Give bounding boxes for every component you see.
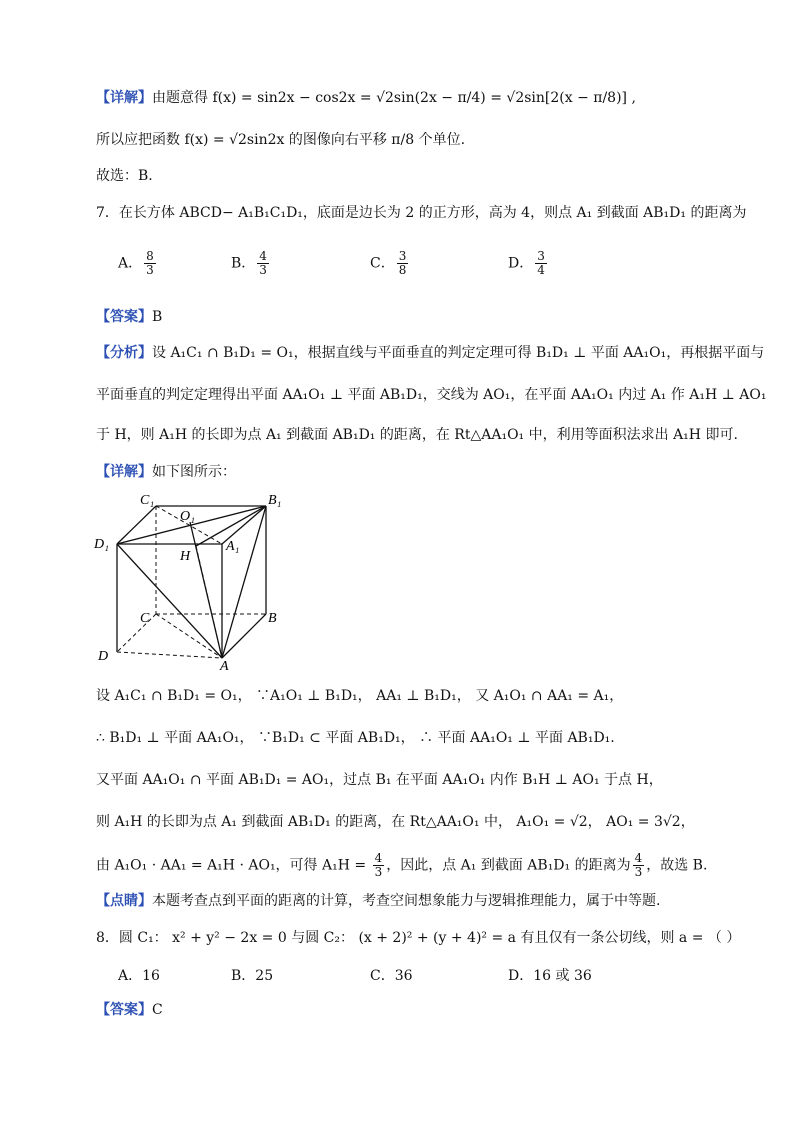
answer-7	[96, 307, 162, 327]
answer-7-text: B	[152, 309, 163, 325]
q8-option-b: B．25	[231, 968, 274, 984]
analysis-line-3	[96, 425, 738, 445]
label-h: H	[180, 549, 191, 564]
remark-tag: 【点睛】	[96, 893, 152, 909]
distance-numerator: 4	[634, 851, 643, 865]
solution-line-2	[96, 728, 615, 748]
choose-b-line	[96, 166, 153, 186]
solution-text-5c: ，故选 B.	[646, 857, 708, 874]
q8-option-c: C．36	[370, 968, 413, 984]
a1h-numerator: 4	[374, 851, 383, 865]
solution-line-4	[96, 812, 695, 832]
solution-text-1: 设 A₁C₁ ∩ B₁D₁ = O₁， ∵A₁O₁ ⊥ B₁D₁， AA₁ ⊥ B₁D₁， 又 A₁O₁ ∩ AA₁ = A₁，	[96, 688, 624, 704]
solution-line-1	[96, 686, 623, 706]
label-c: C	[140, 611, 150, 626]
edge-d1-a	[117, 544, 222, 658]
detail-figure-text: 如下图所示：	[152, 464, 236, 480]
option-c-numerator: 3	[398, 249, 407, 263]
option-a-numerator: 8	[146, 249, 154, 263]
label-d1: D₁	[94, 537, 109, 552]
detail-text: 由题意得 f(x) = sin2x − cos2x = √2sin(2x − π/4) = √2sin[2(x − π/8)] ,	[152, 90, 636, 106]
answer-7-tag: 【答案】	[96, 309, 152, 325]
label-c1: C₁	[140, 493, 155, 508]
label-b: B	[268, 611, 277, 626]
label-o1: O₁	[180, 509, 195, 524]
option-b-label: B．	[231, 255, 256, 272]
analysis-text-3: 于 H，则 A₁H 的长即为点 A₁ 到截面 AB₁D₁ 的距离，在 Rt△AA₁O₁ 中，利用等面积法求出 A₁H 即可.	[96, 427, 738, 443]
label-d: D	[98, 649, 109, 664]
edge-c1-d1	[117, 506, 156, 544]
answer-8-tag: 【答案】	[96, 1002, 152, 1018]
option-a-denominator: 3	[146, 263, 154, 277]
option-c-denominator: 8	[398, 263, 407, 277]
option-b	[231, 250, 271, 277]
q8-option-a: A．16	[118, 968, 160, 984]
option-b-denominator: 3	[259, 263, 267, 277]
detail-line-2	[96, 130, 465, 150]
analysis-text-2: 平面垂直的判定定理得出平面 AA₁O₁ ⊥ 平面 AB₁D₁，交线为 AO₁，在平面 AA₁O₁ 内过 A₁ 作 A₁H ⊥ AO₁	[96, 387, 767, 403]
option-a-label: A．	[118, 255, 143, 272]
hidden-edge-c-d	[117, 614, 156, 652]
distance-denominator: 3	[634, 865, 643, 879]
label-a1: A₁	[226, 539, 240, 554]
option-d-denominator: 4	[537, 263, 545, 277]
analysis-tag: 【分析】	[96, 345, 152, 361]
answer-8-text: C	[152, 1002, 163, 1018]
detail-tag: 【详解】	[96, 90, 152, 106]
solution-line-3	[96, 770, 663, 790]
analysis-text-1: 设 A₁C₁ ∩ B₁D₁ = O₁，根据直线与平面垂直的判定定理可得 B₁D₁ ⊥ 平面 AA₁O₁，再根据平面与	[152, 345, 765, 361]
detail-figure-tag: 【详解】	[96, 464, 152, 480]
option-d	[508, 250, 549, 277]
solution-text-5b: ，因此，点 A₁ 到截面 AB₁D₁ 的距离为	[386, 857, 631, 874]
question-7-options	[118, 250, 618, 290]
solution-text-4: 则 A₁H 的长即为点 A₁ 到截面 AB₁D₁ 的距离，在 Rt△AA₁O₁ 中， A₁O₁ = √2， AO₁ = 3√2，	[96, 814, 695, 830]
remark-line	[96, 891, 660, 911]
option-d-numerator: 3	[537, 249, 545, 263]
choose-b-text: 故选：B.	[96, 168, 153, 184]
remark-text: 本题考查点到平面的距离的计算，考查空间想象能力与逻辑推理能力，属于中等题.	[152, 893, 661, 909]
label-b1: B₁	[268, 493, 282, 508]
analysis-line-2	[96, 385, 766, 405]
detail-figure-line	[96, 462, 236, 482]
option-b-numerator: 4	[259, 249, 267, 263]
question-8-options	[118, 965, 618, 987]
solution-line-5	[96, 852, 707, 879]
option-c-label: C．	[370, 255, 395, 272]
option-a	[118, 250, 158, 277]
option-d-label: D．	[508, 255, 534, 272]
cuboid-figure	[90, 488, 290, 673]
detail-line-1	[96, 88, 636, 108]
question-7	[96, 203, 746, 223]
analysis-line-1	[96, 343, 764, 363]
solution-text-2: ∴ B₁D₁ ⊥ 平面 AA₁O₁， ∵B₁D₁ ⊂ 平面 AB₁D₁， ∴ 平面 AA₁O₁ ⊥ 平面 AB₁D₁.	[96, 730, 615, 746]
hidden-edge-c-a	[156, 614, 222, 658]
option-c	[370, 250, 410, 277]
answer-8	[96, 1000, 163, 1020]
shift-text: 所以应把函数 f(x) = √2sin2x 的图像向右平移 π/8 个单位.	[96, 132, 466, 148]
question-8-text: 8．圆 C₁： x² + y² − 2x = 0 与圆 C₂： (x + 2)² + (y + 4)² = a 有且仅有一条公切线，则 a = （ ）	[96, 930, 741, 946]
hidden-edge-d-a	[117, 652, 222, 658]
question-7-text: 7．在长方体 ABCD− A₁B₁C₁D₁，底面是边长为 2 的正方形，高为 4，则点 A₁ 到截面 AB₁D₁ 的距离为	[96, 205, 747, 221]
a1h-denominator: 3	[374, 865, 383, 879]
label-a: A	[220, 659, 229, 673]
q8-option-d: D．16 或 36	[508, 968, 592, 984]
solution-text-3: 又平面 AA₁O₁ ∩ 平面 AB₁D₁ = AO₁，过点 B₁ 在平面 AA₁O₁ 内作 B₁H ⊥ AO₁ 于点 H，	[96, 772, 663, 788]
solution-text-5a: 由 A₁O₁ · AA₁ = A₁H · AO₁，可得 A₁H =	[96, 857, 371, 874]
question-8	[96, 928, 740, 948]
